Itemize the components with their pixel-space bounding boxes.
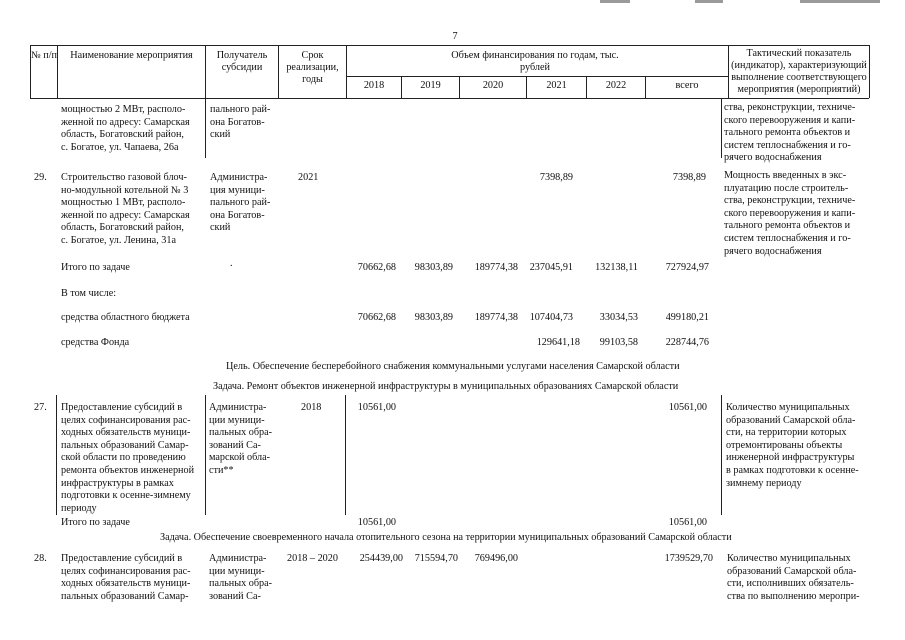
fund-2022: 99103,58 <box>599 337 638 348</box>
row28-recipient: Администра- ции муници- пальных обра- зований Са- <box>209 553 273 602</box>
header-year-2020: 2020 <box>482 80 504 91</box>
header-recipient: Получатель субсидии <box>216 50 268 73</box>
row27-num: 27. <box>34 402 47 413</box>
regional-2020: 189774,38 <box>474 312 518 323</box>
row29-2021: 7398,89 <box>539 172 573 183</box>
row27-task-total-label: Итого по задаче <box>61 517 130 528</box>
header-year-2018: 2018 <box>363 80 385 91</box>
row29-total: 7398,89 <box>672 172 706 183</box>
row28-name: Предоставление субсидий в целях софинансирования рас- ходных обязательств муници- пальных образований Самар- <box>61 553 191 602</box>
scan-mark <box>695 0 723 3</box>
header-vline <box>869 45 870 98</box>
regional-total: 499180,21 <box>665 312 709 323</box>
continued-row-name: мощностью 2 МВт, располо- женной по адресу: Самарская область, Богатовский район, с. Богатое, ул. Чапаева, 26а <box>61 104 190 153</box>
header-num: № п/п <box>31 50 58 61</box>
task2-title: Задача. Обеспечение своевременного начала отопительного сезона на территории муниципальных образований Самарской области <box>160 532 732 543</box>
header-years-divider <box>346 76 728 77</box>
header-year-2021: 2021 <box>546 80 567 91</box>
body-vline <box>721 395 722 515</box>
row27-indicator: Количество муниципальных образований Самарской обла- сти, на территории которых отремонтированы объекты инженерной инфраструктуры в рамках подготовки к осенне- зимнему периоду <box>726 402 859 489</box>
fund-total: 228744,76 <box>665 337 709 348</box>
row28-2019: 715594,70 <box>414 553 458 564</box>
row27-total: 10561,00 <box>668 402 707 413</box>
row28-indicator: Количество муниципальных образований Самарской обла- сти, исполнивших обязатель- ства по выполнению меропри- <box>727 553 860 602</box>
header-financing: Объем финансирования по годам, тыс. рублей <box>451 50 619 73</box>
goal-title: Цель. Обеспечение бесперебойного снабжения коммунальными услугами населения Самарской области <box>226 361 680 372</box>
regional-2018: 70662,68 <box>357 312 396 323</box>
regional-2022: 33034,53 <box>599 312 638 323</box>
row29-indicator: Мощность введенных в экс- плуатацию после строитель- ства, реконструкции, техниче- ского перевооружения и капи- тального ремонта объектов и систем теплоснабжения и го- рячего водоснабжения <box>724 170 856 257</box>
body-vline <box>721 98 722 158</box>
header-bottom-border <box>30 98 869 99</box>
row27-period: 2018 <box>301 402 322 413</box>
body-vline <box>56 395 57 515</box>
continued-row-recipient: пального рай- она Богатов- ский <box>210 104 271 141</box>
scan-mark <box>600 0 630 3</box>
fund-2021: 129641,18 <box>536 337 580 348</box>
row27-2018: 10561,00 <box>357 402 396 413</box>
task-total-2020: 189774,38 <box>474 262 518 273</box>
task-total-2018: 70662,68 <box>357 262 396 273</box>
row28-2018: 254439,00 <box>359 553 403 564</box>
header-total: всего <box>675 80 699 91</box>
row28-period: 2018 – 2020 <box>287 553 338 564</box>
header-year-2019: 2019 <box>420 80 441 91</box>
task-total-label: Итого по задаче <box>61 262 130 273</box>
scan-mark <box>800 0 880 3</box>
continued-row-indicator: ства, реконструкции, техниче- ского перевооружения и капи- тального ремонта объектов и систем теплоснабжения и го- рячего водоснабжения <box>724 102 856 164</box>
row28-num: 28. <box>34 553 47 564</box>
regional-2021: 107404,73 <box>529 312 573 323</box>
row27-task-total-all: 10561,00 <box>668 517 707 528</box>
header-top-border <box>30 45 869 46</box>
regional-2019: 98303,89 <box>414 312 453 323</box>
task-total-2021: 237045,91 <box>529 262 573 273</box>
row27-task-total-2018: 10561,00 <box>357 517 396 528</box>
including-label: В том числе: <box>61 288 117 299</box>
row29-name: Строительство газовой блоч- но-модульной котельной № 3 мощностью 1 МВт, располо- женной по адресу: Самарская область, Богатовский район, с. Богатое, ул. Ленина, 31а <box>61 172 190 246</box>
body-vline <box>205 395 206 515</box>
row29-num: 29. <box>34 172 47 183</box>
stray-dot: . <box>230 258 233 269</box>
row29-recipient: Администра- ция муници- пального рай- она Богатов- ский <box>210 172 271 234</box>
task-total-2019: 98303,89 <box>414 262 453 273</box>
header-year-2022: 2022 <box>605 80 627 91</box>
row29-period: 2021 <box>298 172 319 183</box>
header-indicator: Тактический показатель (индикатор), характеризующий выполнение соответствующего мероприятия (мероприятий) <box>731 48 867 95</box>
page-number: 7 <box>452 31 458 42</box>
row28-total: 1739529,70 <box>664 553 713 564</box>
fund-label: средства Фонда <box>61 337 130 348</box>
task-total-2022: 132138,11 <box>595 262 638 273</box>
row27-recipient: Администра- ции муници- пальных обра- зований Са- марской обла- сти** <box>209 402 273 476</box>
header-name: Наименование мероприятия <box>70 50 193 61</box>
row28-2020: 769496,00 <box>474 553 518 564</box>
body-vline <box>205 98 206 158</box>
regional-budget-label: средства областного бюджета <box>61 312 190 323</box>
row27-name: Предоставление субсидий в целях софинансирования рас- ходных обязательств муници- пальных образований Самар- ской области по проведению ремонта объектов инженерной инфраструктуры в рамках подготовки к осенне-зимнему периоду <box>61 402 195 514</box>
task-total-all: 727924,97 <box>665 262 709 273</box>
task1-title: Задача. Ремонт объектов инженерной инфраструктуры в муниципальных образованиях Самарской области <box>213 381 679 392</box>
header-period: Срок реализации, годы <box>286 50 339 85</box>
